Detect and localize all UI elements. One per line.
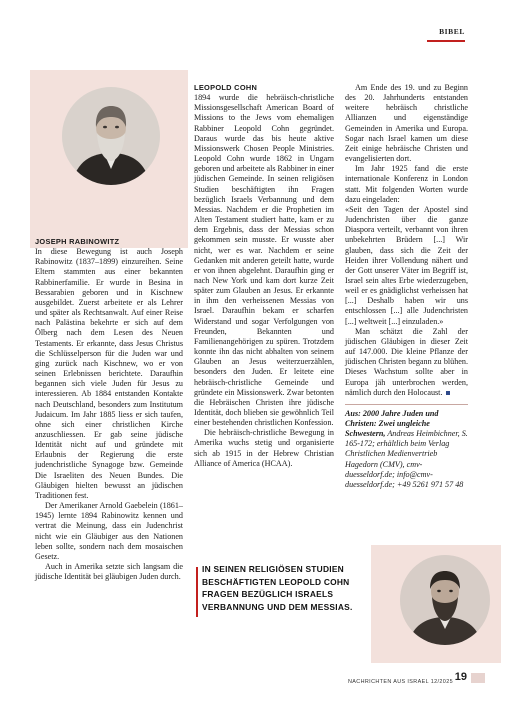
paragraph-text: Man schätzt die Zahl der jüdischen Gläubigen in dieser Zeit auf 147.000. Die kleine Pflanze der jüdischen Christen begann zu blühen. Dieses Wachstum sollte aber in Europa jäh unterbrochen werden, nämlich durch den Holocaust.: [345, 326, 468, 397]
pullquote: [202, 563, 362, 613]
source-divider: [345, 404, 468, 405]
paragraph: In diese Bewegung ist auch Joseph Rabinowitz (1837–1899) einzureihen. Seine Eltern stammten aus einer bekannten Rabbinerfamilie. Er wurde in Besina in Bessarabien geboren und in Kischnew ausgebildet. Zuerst arbeitete er als Lehrer und später als Rechtsanwalt. Auf einer Reise nach Palästina bekehrte er sich auf dem Ölberg nach dem Lesen des Neuen Testaments. Er erkannte, dass Jesus Christus die Schlüsselperson für die Juden war und ging zurück nach Kischnew, wo er von seinen Erlebnissen berichtete. Daraufhin begannen sich viele Juden für Jesus zu interessieren. Ab 1884 entstanden Kontakte nach Deutschland, besonders zum Institutum Judaicum. Im Jahr 1885 liess er sich taufen, ohne sich einer christlichen Kirche anzuschliessen. Er gab seine jüdische Identität nicht auf und gründete mit Erlaubnis der Regierung die erste judenchristliche Synagoge bzw. Gemeinde Die Israeliten des Neuen Bundes. Die Gläubigen hielten bewusst an jüdischen Traditionen fest.: [35, 247, 183, 500]
section-rule: [427, 40, 465, 42]
column-1: [35, 237, 183, 582]
section-label: BIBEL: [439, 27, 465, 36]
quotation: «Seit den Tagen der Apostel sind Judenchristen über die ganze Diaspora verteilt, verbannt von ihren unbekehrten Brüdern [...] Wir glauben, dass sich die Zeit der Heiden ihrer Vollendung nähert und der Gott unserer Väter im Begriff ist, Israel sein altes Erbe wiederzugeben, weil er es gnädiglichst verheissen hat [...] Deshalb haben wir uns entschlossen [...] alle Judenchristen [...] weltweit [...] einzuladen.»: [345, 204, 468, 326]
portrait-cohn: [400, 555, 490, 645]
footer-title: NACHRICHTEN AUS ISRAEL: [348, 679, 429, 685]
portrait-rabinowitz: [62, 87, 160, 185]
paragraph: Der Amerikaner Arnold Gaebelein (1861–1945) lernte 1894 Rabinowitz kennen und vertrat die Meinung, dass ein Judenchrist nicht wie ein Gläubiger aus den Nationen leben sollte, sondern nach dem mosaischen Gesetz.: [35, 501, 183, 561]
source-title: Aus: 2000 Jahre Juden und Christen: Zwei ungleiche Schwestern,: [345, 408, 439, 439]
pullquote-text: IN SEINEN RELIGIÖSEN STUDIEN BESCHÄFTIGTEN LEOPOLD COHN FRAGEN BEZÜGLICH ISRAELS VERBANNUNG UND DEM MESSIAS.: [202, 564, 353, 612]
paragraph: Am Ende des 19. und zu Beginn des 20. Jahrhunderts entstanden weitere hebräisch christliche Allianzen und eigenständige Gemeinden in Amerika und Europa. Sogar nach Israel kamen um diese Zeit einige hebräische Christen und evangelisierten dort.: [345, 83, 468, 164]
paragraph: Die hebräisch-christliche Bewegung in Amerika wuchs stetig und organisierte sich ab 1915 in der Hebrew Christian Alliance of America (HCAA).: [194, 428, 334, 468]
source-details: Andreas Heimbichner, S. 165-172; erhältlich beim Verlag Christlichen Medienvertrieb Hagedorn (CMV), cmv-duesseldorf.de; info@cmv-duesseldorf.de; +49 5261 971 57 48: [345, 429, 468, 489]
source-citation: [345, 409, 468, 490]
paragraph: Im Jahr 1925 fand die erste internationale Konferenz in London statt. Mit folgenden Worten wurde dazu eingeladen:: [345, 164, 468, 204]
page-number: 19: [454, 671, 467, 683]
pullquote-bar: [196, 567, 198, 617]
footer-issue: 12/2025: [430, 679, 453, 685]
end-mark-icon: [446, 391, 450, 395]
paragraph: 1894 wurde die hebräisch-christliche Missionsgesellschaft American Board of Missions to the Jews vom ehemaligen Rabbiner Leopold Cohn gegründet. Daraus wurde das bis heute aktive Missionswerk Chosen People Ministries. Leopold Cohn wurde 1862 in Ungarn geboren und arbeitete als Rabbiner in einer jüdischen Gemeinde. In seinen religiösen Studien beschäftigten ihn Fragen bezüglich Israels Verbannung und dem Messias. Nachdem er die Prophetien im Alten Testament studiert hatte, kam er zu dem Ergebnis, dass der Messias schon gekommen sein musste. Er wusste aber nicht, wer es war. Nachdem er seine Gedanken mit anderen geteilt hatte, wurde er von ihnen abgelehnt. Daraufhin ging er nach New York und kam dort kurze Zeit später zum Glauben an Jesus. Er erkannte in ihm den verheissenen Messias von Israel. Daraufhin bekam er scharfen Widerstand und sogar Verfolgungen von Freunden, Bekannten und Familienangehörigen zu spüren. Trotzdem konnte ihn das nicht abhalten von seinem Glauben an Jesus weiterzuerzählen, besonders den Juden. Er leitete eine hebräisch-christliche Gemeinde und gründete ein Missionswerk. Zwar betonten die Hebräischen Christen ihre jüdische Identität, doch blieben sie gewöhnlich Teil einer bestehenden christlichen Konfession.: [194, 93, 334, 428]
paragraph: [345, 327, 468, 398]
heading-cohn: LEOPOLD COHN: [194, 83, 258, 92]
column-3: [345, 83, 468, 490]
footer-publication: [348, 679, 453, 685]
page-tab: [471, 673, 485, 683]
column-2: [194, 83, 334, 469]
heading-rabinowitz: JOSEPH RABINOWITZ: [35, 237, 120, 246]
paragraph: Auch in Amerika setzte sich langsam die jüdische Identität bei gläubigen Juden durch.: [35, 562, 183, 582]
